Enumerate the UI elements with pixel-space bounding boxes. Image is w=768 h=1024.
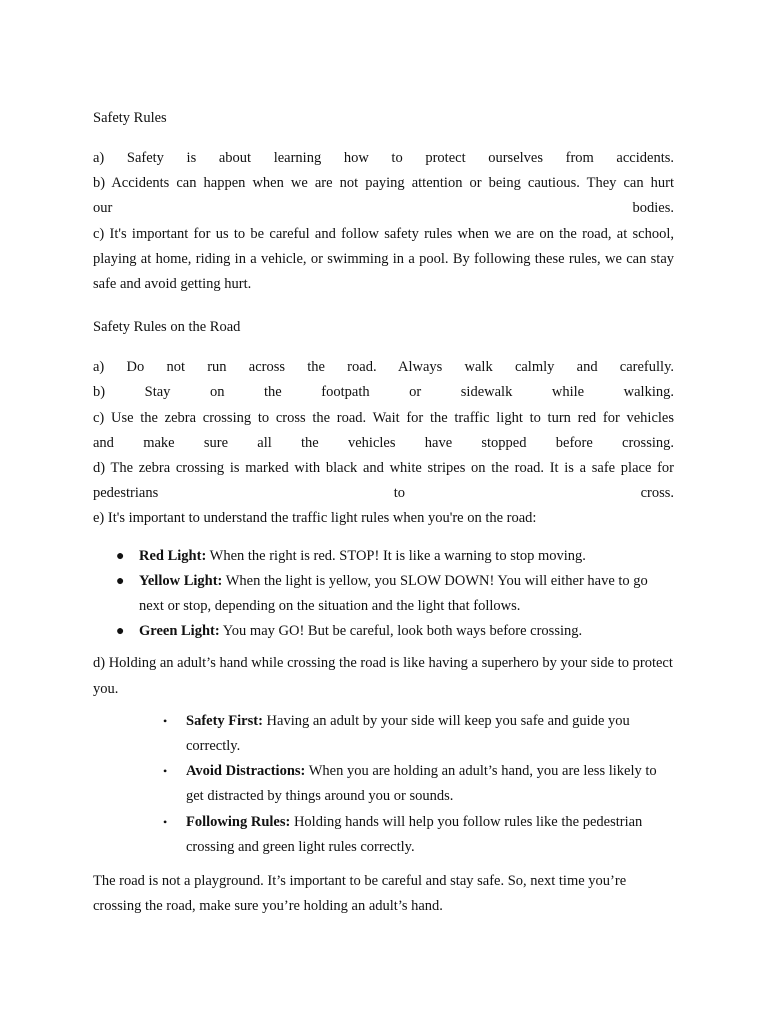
- bullet-icon: •: [163, 713, 168, 728]
- section-title-road-rules: Safety Rules on the Road: [93, 319, 241, 336]
- avoid-distractions-text: When you are holding an adult’s hand, you are less likely to get distracted by things around you or sounds.: [186, 763, 657, 805]
- bullet-icon: ●: [116, 624, 125, 640]
- road-rules-text: [93, 355, 674, 531]
- road-rule-b: b) Stay on the footpath or sidewalk while walking.: [93, 384, 674, 401]
- red-light-text: When the right is red. STOP! It is like a warning to stop moving.: [206, 547, 586, 564]
- paragraph-a-line: a) Safety is about learning how to protect ourselves from accidents.: [93, 150, 674, 166]
- list-item: [93, 759, 674, 809]
- safety-first-label: Safety First:: [186, 712, 263, 729]
- bullet-icon: ●: [116, 573, 125, 589]
- paragraph-b-line-1: b) Accidents can happen when we are not paying attention or being cautious. They can hurt: [93, 175, 674, 192]
- list-item: [93, 569, 674, 619]
- list-item: [93, 810, 674, 860]
- green-light-text: You may GO! But be careful, look both ways before crossing.: [219, 623, 583, 640]
- road-rule-d-line-1: d) The zebra crossing is marked with black and white stripes on the road. It is a safe place for: [93, 460, 674, 477]
- yellow-light-text: When the light is yellow, you SLOW DOWN! You will either have to go next or stop, depending on the situation and the light that follows.: [139, 572, 648, 615]
- bullet-icon: •: [163, 814, 168, 829]
- traffic-light-list: [93, 544, 674, 645]
- road-rule-e: e) It's important to understand the traffic light rules when you're on the road:: [93, 510, 537, 527]
- red-light-label: Red Light:: [139, 547, 207, 564]
- section-title-safety-rules: Safety Rules: [93, 110, 167, 126]
- road-rule-a: a) Do not run across the road. Always walk calmly and carefully.: [93, 359, 674, 376]
- document-page: [93, 108, 674, 919]
- following-rules-text: Holding hands will help you follow rules like the pedestrian crossing and green light rules correctly.: [186, 813, 643, 855]
- paragraph-b-line-2: our bodies.: [93, 200, 674, 217]
- safety-rules-text: [93, 146, 674, 297]
- holding-hands-paragraph: d) Holding an adult’s hand while crossing the road is like having a superhero by your side to protect you.: [93, 655, 673, 697]
- yellow-light-label: Yellow Light:: [139, 572, 223, 589]
- road-rule-d-line-2: pedestrians to cross.: [93, 485, 674, 502]
- bullet-icon: •: [163, 764, 168, 779]
- holding-hands-reasons-list: [93, 709, 674, 860]
- bullet-icon: ●: [116, 548, 125, 564]
- road-rule-c-line-2: and make sure all the vehicles have stopped before crossing.: [93, 434, 674, 451]
- safety-first-text: Having an adult by your side will keep you safe and guide you correctly.: [186, 712, 630, 755]
- green-light-label: Green Light:: [139, 623, 220, 640]
- list-item: [93, 544, 674, 569]
- list-item: [93, 709, 674, 759]
- list-item: [93, 619, 674, 644]
- closing-paragraph: The road is not a playground. It’s important to be careful and stay safe. So, next time you’re crossing the road, make sure you’re holding an adult’s hand.: [93, 873, 627, 915]
- paragraph-c: c) It's important for us to be careful and follow safety rules when we are on the road, at school, playing at home, riding in a vehicle, or swimming in a pool. By following these rules, we can stay safe and avoid getting hurt.: [93, 225, 674, 293]
- avoid-distractions-label: Avoid Distractions:: [186, 763, 306, 780]
- following-rules-label: Following Rules:: [186, 813, 291, 830]
- road-rule-c-line-1: c) Use the zebra crossing to cross the road. Wait for the traffic light to turn red for vehicles: [93, 409, 674, 426]
